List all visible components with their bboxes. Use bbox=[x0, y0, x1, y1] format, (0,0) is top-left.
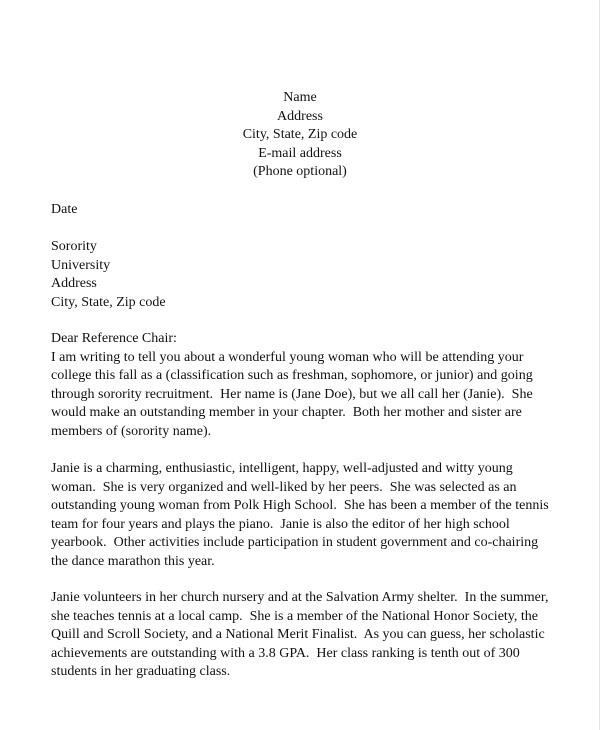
paragraph-1-line: would make an outstanding member in your chapter. Both her mother and sister are bbox=[51, 405, 522, 420]
paragraph-1-line: members of (sorority name). bbox=[51, 423, 212, 439]
recipient-city-state-zip: City, State, Zip code bbox=[51, 294, 166, 310]
paragraph-2-line: yearbook. Other activities include participation in student government and co-chairing bbox=[51, 535, 539, 550]
paragraph-3-line: students in her graduating class. bbox=[51, 664, 231, 679]
recipient-organization: Sorority bbox=[51, 239, 97, 254]
paragraph-3-line: achievements are outstanding with a 3.8 GPA. Her class ranking is tenth out of 300 bbox=[51, 645, 520, 661]
recipient-address bbox=[51, 238, 551, 312]
paragraph-2-line: the dance marathon this year. bbox=[51, 553, 215, 569]
paragraph-2-line: Janie is a charming, enthusiastic, intelligent, happy, well-adjusted and witty young bbox=[51, 461, 513, 476]
letter-body-intro bbox=[51, 330, 551, 441]
paragraph-1-line: I am writing to tell you about a wonderful young woman who will be attending your bbox=[51, 349, 524, 365]
paragraph-2-line: team for four years and plays the piano. Janie is also the editor of her high school bbox=[51, 516, 510, 532]
date-text: Date bbox=[51, 202, 78, 217]
paragraph-2-line: woman. She is very organized and well-liked by her peers. She was selected as an bbox=[51, 479, 517, 495]
sender-phone: (Phone optional) bbox=[253, 164, 347, 179]
letterhead bbox=[0, 89, 600, 182]
paragraph-2-line: outstanding young woman from Polk High School. She has been a member of the tennis bbox=[51, 498, 549, 513]
letter-date bbox=[51, 201, 551, 220]
recipient-university: University bbox=[51, 257, 111, 273]
paragraph-1-line: college this fall as a (classification such as freshman, sophomore, or junior) and going bbox=[51, 368, 533, 383]
paragraph-2 bbox=[51, 460, 551, 571]
sender-address: Address bbox=[277, 108, 323, 124]
paragraph-3-line: Janie volunteers in her church nursery and at the Salvation Army shelter. In the summer, bbox=[51, 590, 549, 605]
paragraph-3 bbox=[51, 589, 551, 682]
sender-name: Name bbox=[283, 90, 317, 105]
salutation: Dear Reference Chair: bbox=[51, 331, 177, 346]
paragraph-3-line: Quill and Scroll Society, and a National Merit Finalist. As you can guess, her scholastic bbox=[51, 627, 545, 642]
sender-email: E-mail address bbox=[258, 145, 342, 161]
recipient-address-line: Address bbox=[51, 276, 97, 291]
paragraph-3-line: she teaches tennis at a local camp. She is a member of the National Honor Society, the bbox=[51, 608, 538, 624]
sender-city-state-zip: City, State, Zip code bbox=[242, 127, 358, 142]
paragraph-1-line: through sorority recruitment. Her name is (Jane Doe), but we all call her (Janie). She bbox=[51, 386, 533, 402]
